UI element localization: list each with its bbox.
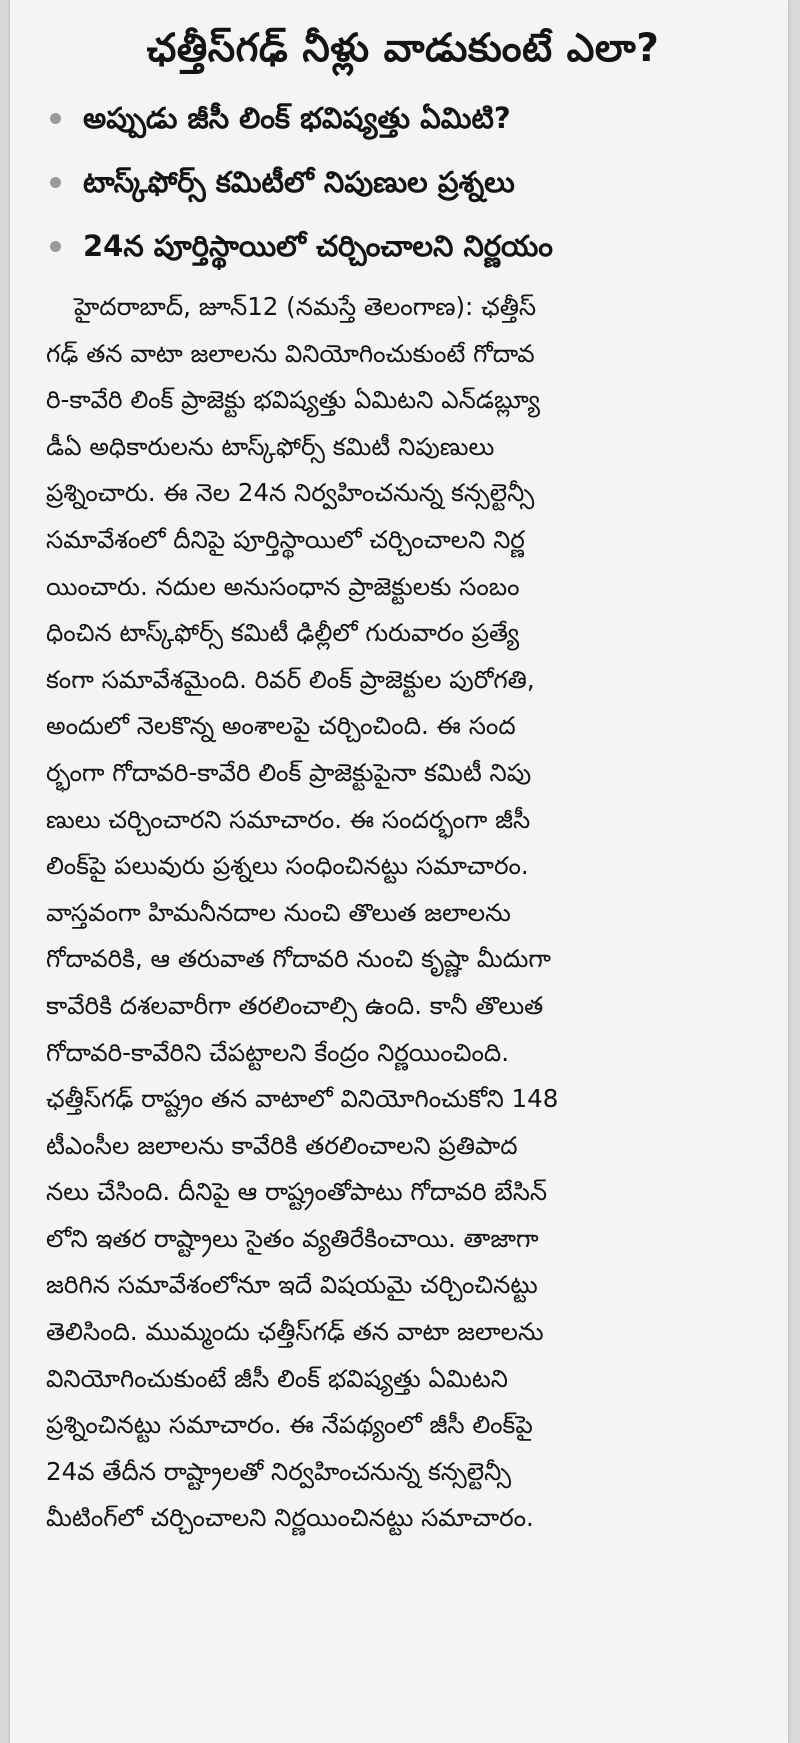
article-body <box>46 284 760 1542</box>
body-line: వినియోగించుకుంటే జీసీ లింక్ భవిష్యత్తు ఏమిటని <box>46 1363 508 1393</box>
body-line: కంగా సమావేశమైంది. రివర్ లింక్ ప్రాజెక్టుల పురోగతి, <box>46 664 535 694</box>
body-line: 24వ తేదీన రాష్ట్రాలతో నిర్వహించనున్న కన్సల్టెన్సీ <box>46 1456 512 1486</box>
body-line: ఛత్తీస్‌గఢ్ రాష్ట్రం తన వాటాలో వినియోగించుకోని 148 <box>46 1084 559 1114</box>
subheading-list <box>46 86 760 278</box>
bullet-dot-icon <box>50 177 61 188</box>
body-line: జరిగిన సమావేశంలోనూ ఇదే విషయమై చర్చించినట్టు <box>46 1270 538 1300</box>
body-line: రి-కావేరి లింక్ ప్రాజెక్టు భవిష్యత్తు ఏమిటని ఎన్‌డబ్ల్యూ <box>46 385 540 415</box>
body-line: గోదావరి-కావేరిని చేపట్టాలని కేంద్రం నిర్ణయించింది. <box>46 1037 510 1067</box>
body-line: వాస్తవంగా హిమనీనదాల నుంచి తొలుత జలాలను <box>46 897 511 927</box>
body-line: ర్భంగా గోదావరి-కావేరి లింక్ ప్రాజెక్టుపైనా కమిటీ నిపు <box>46 757 532 787</box>
body-line: మీటింగ్‌లో చర్చించాలని నిర్ణయించినట్టు సమాచారం. <box>46 1503 534 1533</box>
body-line: యించారు. నదుల అనుసంధాన ప్రాజెక్టులకు సంబం <box>46 571 520 601</box>
body-line: లోని ఇతర రాష్ట్రాలు సైతం వ్యతిరేకించాయి. తాజాగా <box>46 1223 539 1253</box>
body-line: టీఎంసీల జలాలను కావేరికి తరలించాలని ప్రతిపాద <box>46 1130 518 1160</box>
body-line: కావేరికి దశలవారీగా తరలించాల్సి ఉంది. కానీ తొలుత <box>46 990 544 1020</box>
body-line: అందులో నెలకొన్న అంశాలపై చర్చించింది. ఈ సంద <box>46 711 516 741</box>
body-line: డీఏ అధికారులను టాస్క్‌ఫోర్స్ కమిటీ నిపుణులు <box>46 431 495 461</box>
subheading-text: అప్పుడు జీసీ లింక్ భవిష్యత్తు ఏమిటి? <box>83 101 511 135</box>
body-line: తెలిసింది. ముమ్మందు ఛత్తీస్‌గఢ్ తన వాటా జలాలను <box>46 1317 544 1347</box>
subheading-text: 24న పూర్తిస్థాయిలో చర్చించాలని నిర్ణయం <box>83 229 554 263</box>
body-line: హైదరాబాద్, జూన్12 (నమస్తే తెలంగాణ): ఛత్తీస్ <box>74 292 537 321</box>
subheading-item <box>46 150 760 214</box>
subheading-text: టాస్క్‌ఫోర్స్ కమిటీలో నిపుణుల ప్రశ్నలు <box>83 165 515 199</box>
bullet-dot-icon <box>50 241 61 252</box>
body-line: నలు చేసింది. దీనిపై ఆ రాష్ట్రంతోపాటు గోదావరి బేసిన్ <box>46 1177 548 1207</box>
subheading-item <box>46 86 760 150</box>
body-line: ప్రశ్నించారు. ఈ నెల 24న నిర్వహించనున్న కన్సల్టెన్సీ <box>46 478 535 508</box>
subheading-item <box>46 214 760 278</box>
body-line: ణులు చర్చించారని సమాచారం. ఈ సందర్భంగా జీసీ <box>46 804 531 834</box>
body-line: లింక్‌పై పలువురు ప్రశ్నలు సంధించినట్టు సమాచారం. <box>46 851 529 881</box>
body-line: గఢ్ తన వాటా జలాలను వినియోగించుకుంటే గోదావ <box>46 338 535 368</box>
bullet-dot-icon <box>50 113 61 124</box>
body-line: సమావేశంలో దీనిపై పూర్తిస్థాయిలో చర్చించాలని నిర్ణ <box>46 524 525 554</box>
body-line: ధించిన టాస్క్‌ఫోర్స్ కమిటీ ఢిల్లీలో గురువారం ప్రత్యే <box>46 618 520 648</box>
body-line: గోదావరికి, ఆ తరువాత గోదావరి నుంచి కృష్ణా మీదుగా <box>46 944 551 974</box>
headline: ఛత్తీస్‌గఢ్ నీళ్లు వాడుకుంటే ఎలా? <box>146 26 660 71</box>
newspaper-clipping <box>10 0 788 1743</box>
body-line: ప్రశ్నించినట్టు సమాచారం. ఈ నేపథ్యంలో జీసీ లింక్‌పై <box>46 1410 533 1440</box>
